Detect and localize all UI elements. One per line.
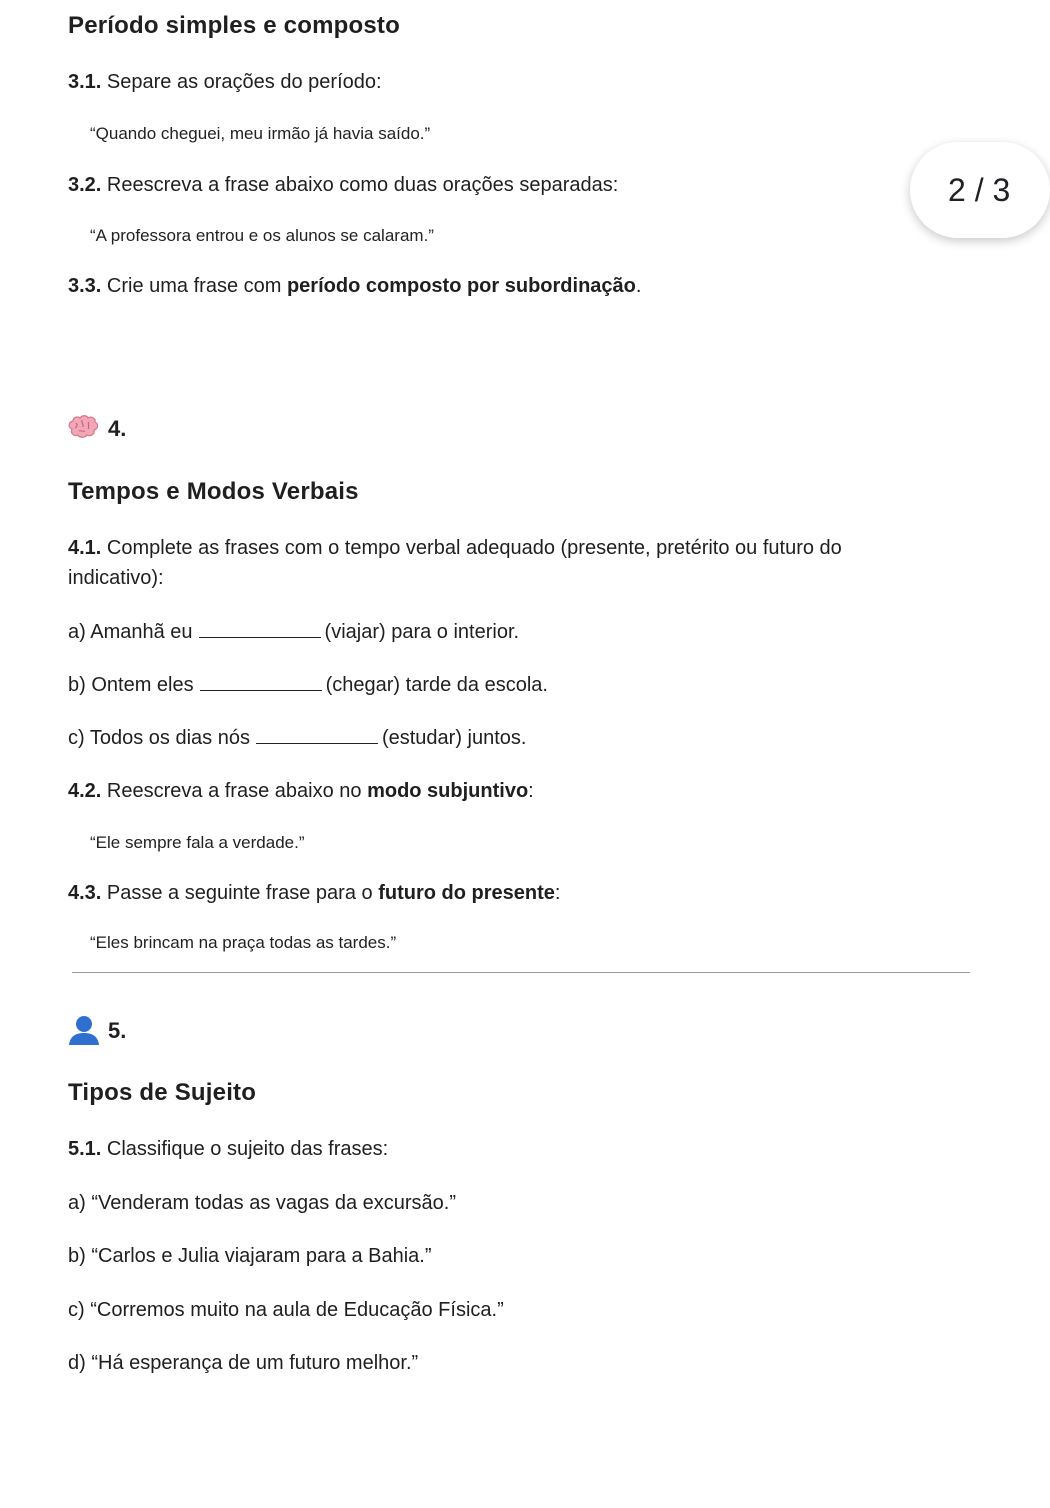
list-item: a) “Venderam todas as vagas da excursão.” <box>68 1192 456 1214</box>
question-4-3 <box>68 882 560 905</box>
section-5-title: Tipos de Sujeito <box>68 1079 257 1106</box>
item-before: c) Todos os dias nós <box>68 727 250 749</box>
question-5-1 <box>68 1138 388 1161</box>
list-item <box>68 673 548 697</box>
item-before: b) Ontem eles <box>68 674 194 696</box>
section-divider <box>72 972 970 973</box>
section-4-number: 4. <box>108 416 127 441</box>
answer-blank[interactable] <box>199 620 321 638</box>
item-after: (viajar) para o interior. <box>324 621 520 643</box>
question-text: Classifique o sujeito das frases: <box>101 1138 389 1160</box>
quote-3-2: “A professora entrou e os alunos se calaram.” <box>90 226 434 245</box>
question-number: 4.2. <box>68 780 102 802</box>
question-number: 4.1. <box>68 537 102 559</box>
question-text: Reescreva a frase abaixo como duas orações separadas: <box>101 174 619 196</box>
list-item <box>68 726 526 750</box>
section-5-number: 5. <box>108 1018 127 1043</box>
item-after: (chegar) tarde da escola. <box>325 674 548 696</box>
answer-blank[interactable] <box>256 726 378 744</box>
item-before: a) Amanhã eu <box>68 621 193 643</box>
answer-blank[interactable] <box>200 673 322 691</box>
question-number: 3.1. <box>68 71 102 93</box>
question-number: 3.3. <box>68 275 102 297</box>
quote-4-2: “Ele sempre fala a verdade.” <box>90 833 305 852</box>
question-4-2 <box>68 780 534 803</box>
quote-3-1: “Quando cheguei, meu irmão já havia saído.” <box>90 124 431 143</box>
question-end: : <box>528 780 534 802</box>
page-indicator <box>910 142 1050 238</box>
person-icon <box>68 1014 100 1046</box>
list-item <box>68 620 519 644</box>
question-number: 4.3. <box>68 882 102 904</box>
question-4-1 <box>68 537 842 560</box>
question-3-2 <box>68 174 618 197</box>
question-text: Separe as orações do período: <box>101 71 382 93</box>
question-text: Reescreva a frase abaixo no <box>101 780 368 802</box>
question-text: Crie uma frase com <box>101 275 287 297</box>
question-text: Passe a seguinte frase para o <box>101 882 379 904</box>
quote-4-3: “Eles brincam na praça todas as tardes.” <box>90 933 397 952</box>
question-4-1-line2: indicativo): <box>68 567 164 589</box>
question-bold-term: período composto por subordinação <box>286 275 636 297</box>
list-item: d) “Há esperança de um futuro melhor.” <box>68 1352 419 1374</box>
question-bold-term: modo subjuntivo <box>367 780 529 802</box>
question-number: 3.2. <box>68 174 102 196</box>
item-after: (estudar) juntos. <box>381 727 527 749</box>
question-bold-term: futuro do presente <box>378 882 555 904</box>
section-3-title: Período simples e composto <box>68 12 400 39</box>
question-number: 5.1. <box>68 1138 102 1160</box>
question-3-3 <box>68 275 641 298</box>
question-3-1 <box>68 71 382 94</box>
list-item: c) “Corremos muito na aula de Educação Física.” <box>68 1299 504 1321</box>
brain-icon <box>66 414 100 442</box>
question-text: Complete as frases com o tempo verbal adequado (presente, pretérito ou futuro do <box>101 537 842 559</box>
list-item: b) “Carlos e Julia viajaram para a Bahia.” <box>68 1245 432 1267</box>
question-end: : <box>554 882 561 904</box>
page-indicator-text: 2 / 3 <box>948 172 1011 208</box>
question-end: . <box>635 275 642 297</box>
section-4-title: Tempos e Modos Verbais <box>68 478 359 505</box>
